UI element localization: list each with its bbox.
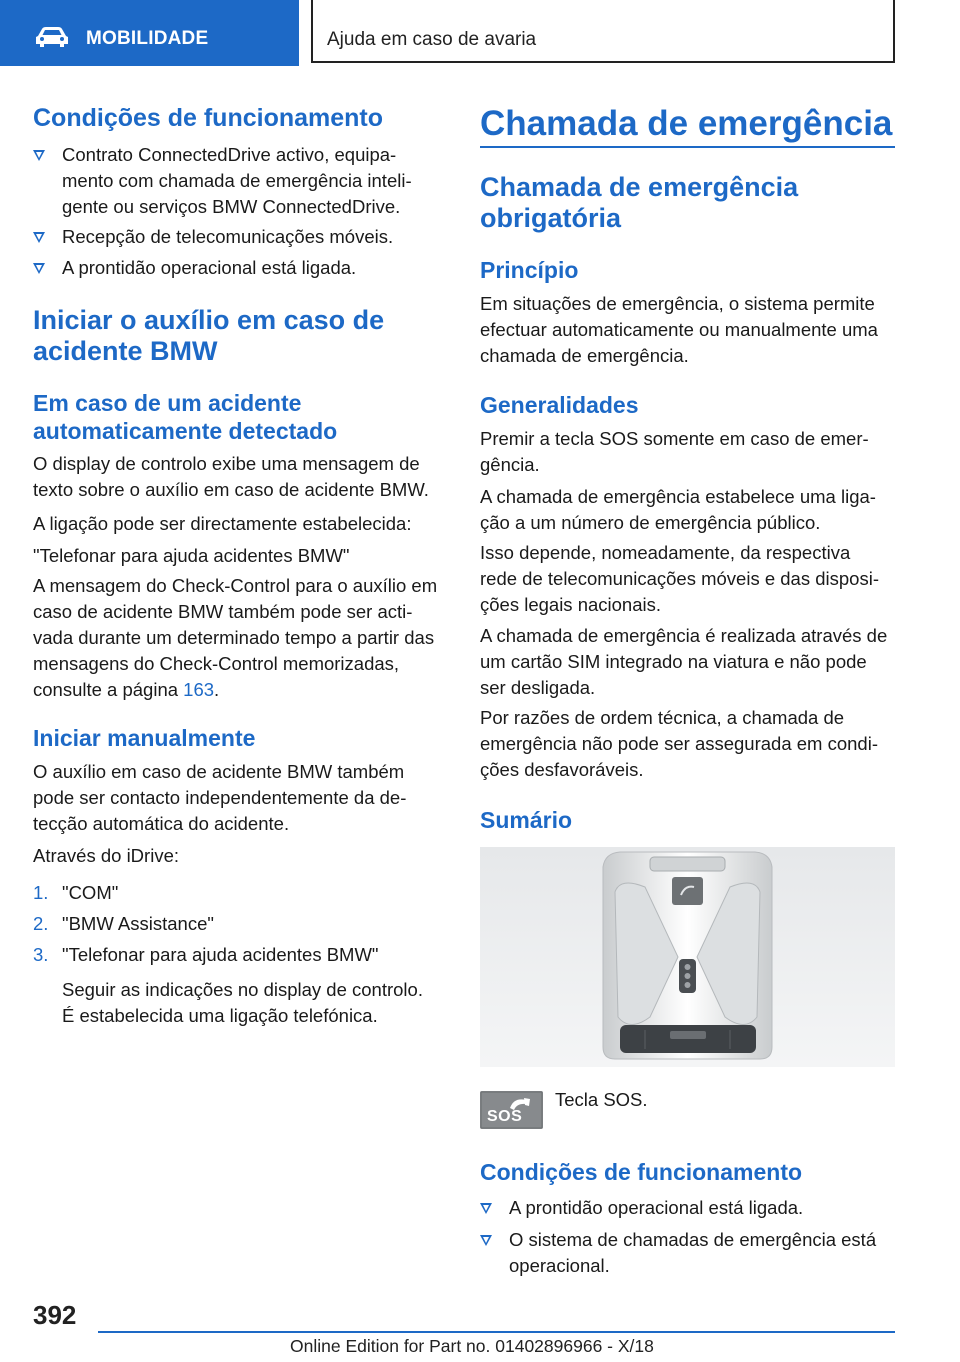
step-text: "COM" [62,882,119,903]
list-item-line: mento com chamada de emergência inteli- [62,170,412,191]
list-item-line: gente ou serviços BMW ConnectedDrive. [62,196,401,217]
list-item-line: operacional. [509,1255,610,1276]
sos-key-icon [480,1091,543,1129]
heading-line: Em caso de um acidente [33,390,302,416]
paragraph-line: Em situações de emergência, o sistema permite [480,293,875,314]
paragraph-line: ções legais nacionais. [480,594,661,615]
paragraph-line: ser desligada. [480,677,596,698]
section-label: MOBILIDADE [86,28,209,49]
paragraph [480,484,896,536]
section-tab[interactable] [0,0,299,66]
step-number: 3. [33,944,49,965]
paragraph-line: mensagens do Check-Control memorizadas, [33,653,400,674]
auto-detected-heading [33,389,453,445]
edition-text: Online Edition for Part no. 01402896966 - X/18 [290,1336,654,1356]
paragraph [480,426,896,478]
paragraph-line: tecção automática do acidente. [33,813,290,834]
paragraph-line: efectuar automaticamente ou manualmente uma [480,319,878,340]
list-item-line: O sistema de chamadas de emergência está [509,1229,877,1250]
list-item-line: A prontidão operacional está ligada. [509,1197,804,1218]
heading-line: Iniciar o auxílio em caso de [33,305,385,335]
triangle-bullet-icon [33,150,45,161]
list-item-line: A prontidão operacional está ligada. [62,257,357,278]
paragraph [33,451,453,503]
paragraph [33,511,453,537]
heading-line: automaticamente detectado [33,418,338,444]
heading-line: Chamada de emergência [480,172,799,202]
paragraph [480,623,896,701]
paragraph [480,291,896,369]
paragraph-line: A chamada de emergência é realizada através de [480,625,888,646]
footer-rule [98,1331,895,1333]
accident-help-heading [33,305,453,367]
paragraph-line: A mensagem do Check-Control para o auxílio em [33,575,438,596]
paragraph [33,843,453,869]
paragraph-line: O auxílio em caso de acidente BMW também [33,761,405,782]
paragraph-line: caso de acidente BMW também pode ser acti- [33,601,413,622]
step-number: 2. [33,913,49,934]
overhead-console-image [480,847,895,1067]
list-item-line: Recepção de telecomunicações móveis. [62,226,394,247]
punctuation: . [214,679,220,700]
page-number: 392 [33,1300,77,1330]
overhead-console-illustration [480,847,895,1067]
paragraph-line: "Telefonar para ajuda acidentes BMW" [33,545,350,566]
paragraph-line: ção a um número de emergência público. [480,512,821,533]
manual-start-heading: Iniciar manualmente [33,725,256,751]
paragraph-line: O display de controlo exibe uma mensagem de [33,453,420,474]
paragraph-line: emergência não pode ser assegurada em condi- [480,733,878,754]
paragraph [33,573,453,703]
sos-caption: Tecla SOS. [555,1089,648,1110]
paragraph [480,705,896,783]
principle-heading: Princípio [480,257,579,283]
page-reference-link[interactable]: 163 [183,679,215,700]
paragraph [33,759,453,837]
paragraph-line: vada durante um determinado tempo a partir das [33,627,435,648]
see-page-text: consulte a página [33,679,184,700]
paragraph-line [33,677,453,703]
sos-key-label: SOS [487,1108,523,1125]
triangle-bullet-icon [33,263,45,274]
step-followup [62,977,454,1029]
title-rule [480,146,895,148]
operating-conditions-heading: Condições de funcionamento [33,104,384,132]
paragraph [33,543,453,569]
paragraph-line: Seguir as indicações no display de controlo. [62,979,423,1000]
step-text: "Telefonar para ajuda acidentes BMW" [62,944,379,965]
chapter-header [311,0,895,63]
paragraph [480,540,896,618]
paragraph-line: Por razões de ordem técnica, a chamada de [480,707,845,728]
paragraph-line: Através do iDrive: [33,845,179,866]
general-heading: Generalidades [480,392,639,418]
chapter-label: Ajuda em caso de avaria [327,29,537,50]
triangle-bullet-icon [480,1203,492,1214]
list-item-line: Contrato ConnectedDrive activo, equipa- [62,144,397,165]
summary-heading: Sumário [480,807,573,833]
paragraph-line: A chamada de emergência estabelece uma liga- [480,486,876,507]
step-number: 1. [33,882,49,903]
paragraph-line: ções desfavoráveis. [480,759,644,780]
paragraph-line: chamada de emergência. [480,345,689,366]
paragraph-line: É estabelecida uma ligação telefónica. [62,1005,378,1026]
triangle-bullet-icon [480,1235,492,1246]
heading-line: acidente BMW [33,336,218,366]
paragraph-line: gência. [480,454,540,475]
heading-line: obrigatória [480,203,622,233]
paragraph-line: rede de telecomunicações móveis e das disposi- [480,568,879,589]
car-icon [34,26,70,48]
paragraph-line: Premir a tecla SOS somente em caso de emer- [480,428,869,449]
mandatory-call-heading [480,172,896,234]
paragraph-line: texto sobre o auxílio em caso de acidente BMW. [33,479,429,500]
paragraph-line: Isso depende, nomeadamente, da respectiva [480,542,851,563]
triangle-bullet-icon [33,232,45,243]
page-title: Chamada de emergência [480,104,893,143]
paragraph-line: A ligação pode ser directamente estabelecida: [33,513,412,534]
paragraph-line: um cartão SIM integrado na viatura e não pode [480,651,867,672]
paragraph-line: pode ser contacto independentemente da de- [33,787,407,808]
operating-conditions-heading-right: Condições de funcionamento [480,1159,803,1185]
step-text: "BMW Assistance" [62,913,214,934]
